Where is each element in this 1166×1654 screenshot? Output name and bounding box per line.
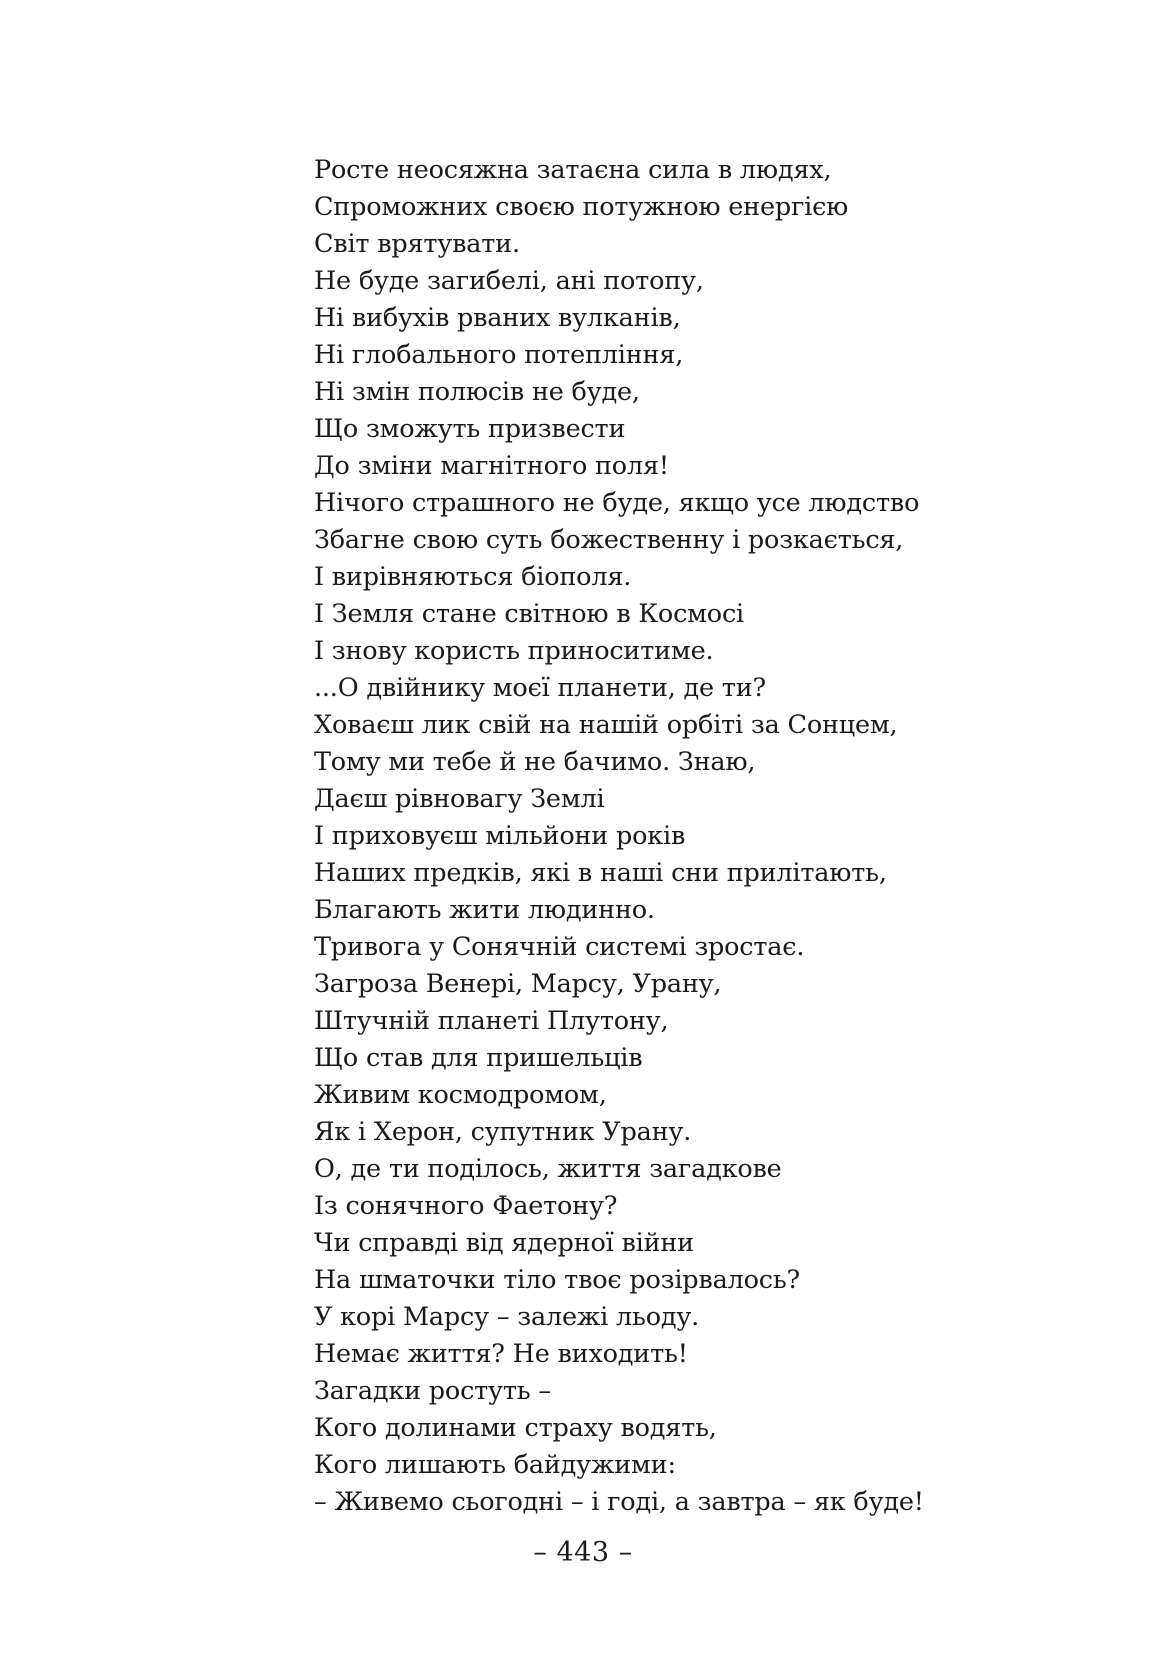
poem-line: Що став для пришельців — [314, 1043, 643, 1073]
poem-line: Загадки ростуть – — [314, 1376, 551, 1406]
poem-line: О, де ти поділось, життя загадкове — [314, 1154, 782, 1184]
page-number: – 443 – — [533, 1537, 633, 1568]
poem-line: Не буде загибелі, ані потопу, — [314, 266, 704, 296]
poem-line: Живим космодромом, — [314, 1080, 607, 1110]
poem-line: Як і Херон, супутник Урану. — [314, 1117, 692, 1147]
poem-line: Штучній планеті Плутону, — [314, 1006, 669, 1036]
poem-line: І приховуєш мільйони років — [314, 821, 686, 851]
poem-line: Немає життя? Не виходить! — [314, 1339, 688, 1369]
poem-line: На шматочки тіло твоє розірвалось? — [314, 1265, 800, 1295]
poem-line: Даєш рівновагу Землі — [314, 784, 605, 814]
poem-line: Світ врятувати. — [314, 229, 520, 259]
poem-line: Ні вибухів рваних вулканів, — [314, 303, 681, 333]
poem-line: Кого долинами страху водять, — [314, 1413, 717, 1443]
poem-line: Благають жити людинно. — [314, 895, 655, 925]
poem-line: І вирівняються біополя. — [314, 562, 632, 592]
poem-line: До зміни магнітного поля! — [314, 451, 669, 481]
poem-line: Тому ми тебе й не бачимо. Знаю, — [314, 747, 756, 777]
poem-body — [314, 152, 1114, 1521]
poem-line: Тривога у Сонячній системі зростає. — [314, 932, 805, 962]
poem-line: Нічого страшного не буде, якщо усе людство — [314, 488, 920, 518]
poem-line: Із сонячного Фаетону? — [314, 1191, 618, 1221]
poem-line: Ховаєш лик свій на нашій орбіті за Сонцем, — [314, 710, 898, 740]
poem-line: Збагне свою суть божественну і розкається, — [314, 525, 904, 555]
poem-line: Загроза Венері, Марсу, Урану, — [314, 969, 722, 999]
poem-line: І знову користь приноситиме. — [314, 636, 714, 666]
poem-line: ...О двійнику моєї планети, де ти? — [314, 673, 766, 703]
poem-line: Що зможуть призвести — [314, 414, 626, 444]
poem-line: Росте неосяжна затаєна сила в людях, — [314, 155, 832, 185]
poem-line: У корі Марсу – залежі льоду. — [314, 1302, 700, 1332]
poem-line: Чи справді від ядерної війни — [314, 1228, 694, 1258]
poem-line: Спроможних своєю потужною енергією — [314, 192, 849, 222]
poem-line: Кого лишають байдужими: — [314, 1450, 676, 1480]
poem-line: Наших предків, які в наші сни прилітають, — [314, 858, 887, 888]
poem-line: І Земля стане світною в Космосі — [314, 599, 744, 629]
poem-line: Ні змін полюсів не буде, — [314, 377, 640, 407]
poem-line: Ні глобального потепління, — [314, 340, 684, 370]
poem-line: – Живемо сьогодні – і годі, а завтра – як буде! — [314, 1487, 924, 1517]
